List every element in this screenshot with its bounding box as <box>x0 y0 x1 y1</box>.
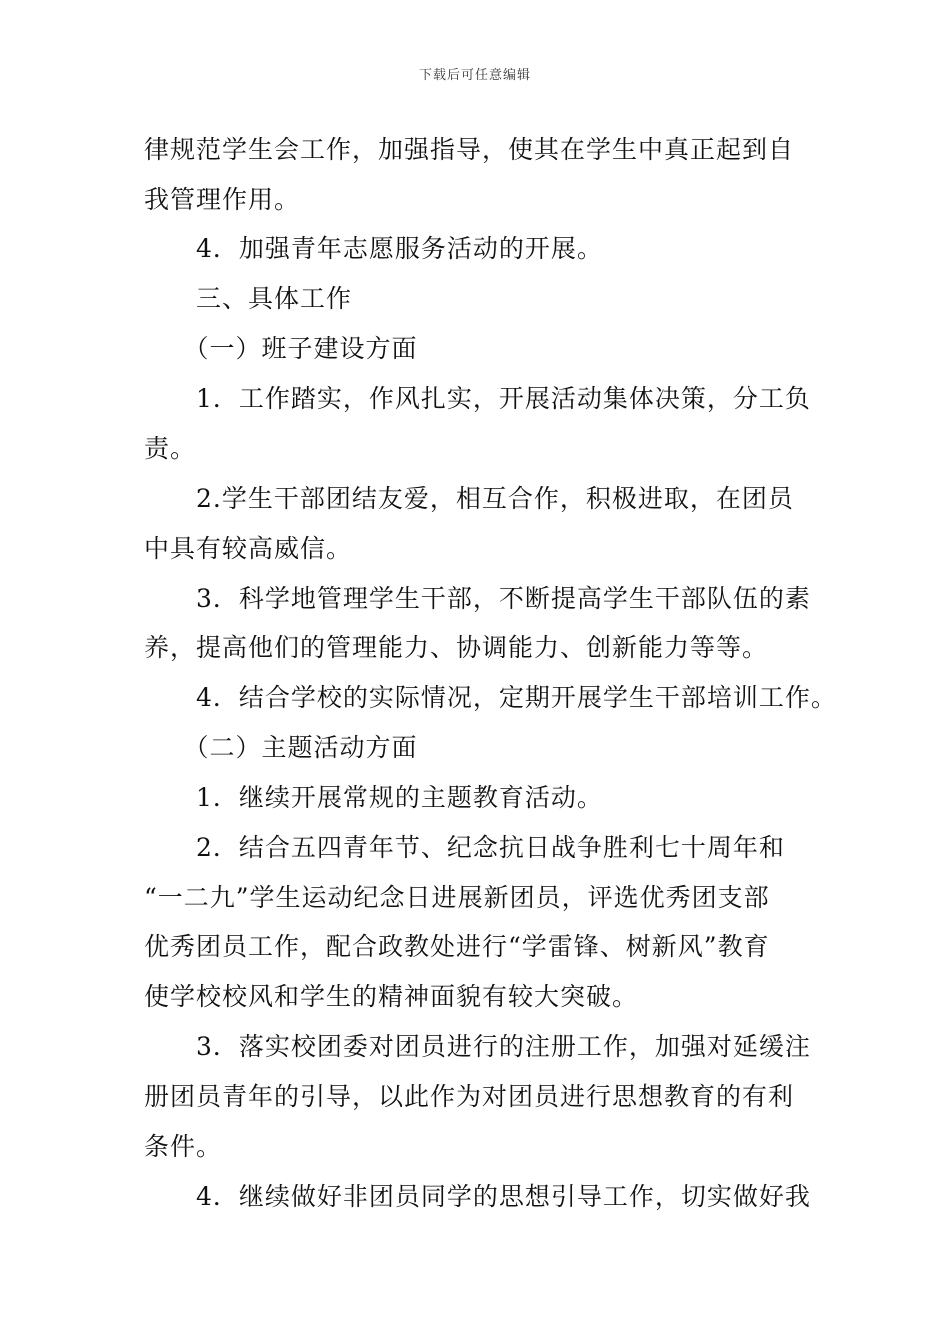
body-line: 条件。 <box>144 1132 223 1161</box>
body-line: 1．工作踏实，作风扎实，开展活动集体决策，分工负 <box>144 384 811 413</box>
body-line: 2．结合五四青年节、纪念抗日战争胜利七十周年和 <box>144 833 785 862</box>
body-line: “一二九”学生运动纪念日进展新团员，评选优秀团支部 <box>144 883 770 912</box>
body-line: 1．继续开展常规的主题教育活动。 <box>144 783 603 812</box>
body-line: 册团员青年的引导，以此作为对团员进行思想教育的有利 <box>144 1082 795 1111</box>
body-line: 三、具体工作 <box>144 284 353 313</box>
body-line: 优秀团员工作，配合政教处进行“学雷锋、树新风”教育 <box>144 932 770 961</box>
body-line: 4．继续做好非团员同学的思想引导工作，切实做好我 <box>144 1182 811 1211</box>
body-line: 2.学生干部团结友爱，相互合作，积极进取，在团员 <box>144 484 794 513</box>
page-header: 下载后可任意编辑 <box>418 68 531 83</box>
body-line: 4．结合学校的实际情况，定期开展学生干部培训工作。 <box>144 683 837 712</box>
body-line: 3．科学地管理学生干部，不断提高学生干部队伍的素 <box>144 584 811 613</box>
body-line: 3．落实校团委对团员进行的注册工作，加强对延缓注 <box>144 1032 811 1061</box>
body-line: 4．加强青年志愿服务活动的开展。 <box>144 234 603 263</box>
body-line: 责。 <box>144 434 197 463</box>
body-line: （二）主题活动方面 <box>144 733 418 762</box>
body-line: 使学校校风和学生的精神面貌有较大突破。 <box>144 982 639 1011</box>
body-line: 律规范学生会工作，加强指导，使其在学生中真正起到自 <box>144 135 795 164</box>
body-line: （一）班子建设方面 <box>144 334 418 363</box>
body-line: 养，提高他们的管理能力、协调能力、创新能力等等。 <box>144 633 769 662</box>
body-line: 我管理作用。 <box>144 185 301 214</box>
body-line: 中具有较高威信。 <box>144 534 353 563</box>
